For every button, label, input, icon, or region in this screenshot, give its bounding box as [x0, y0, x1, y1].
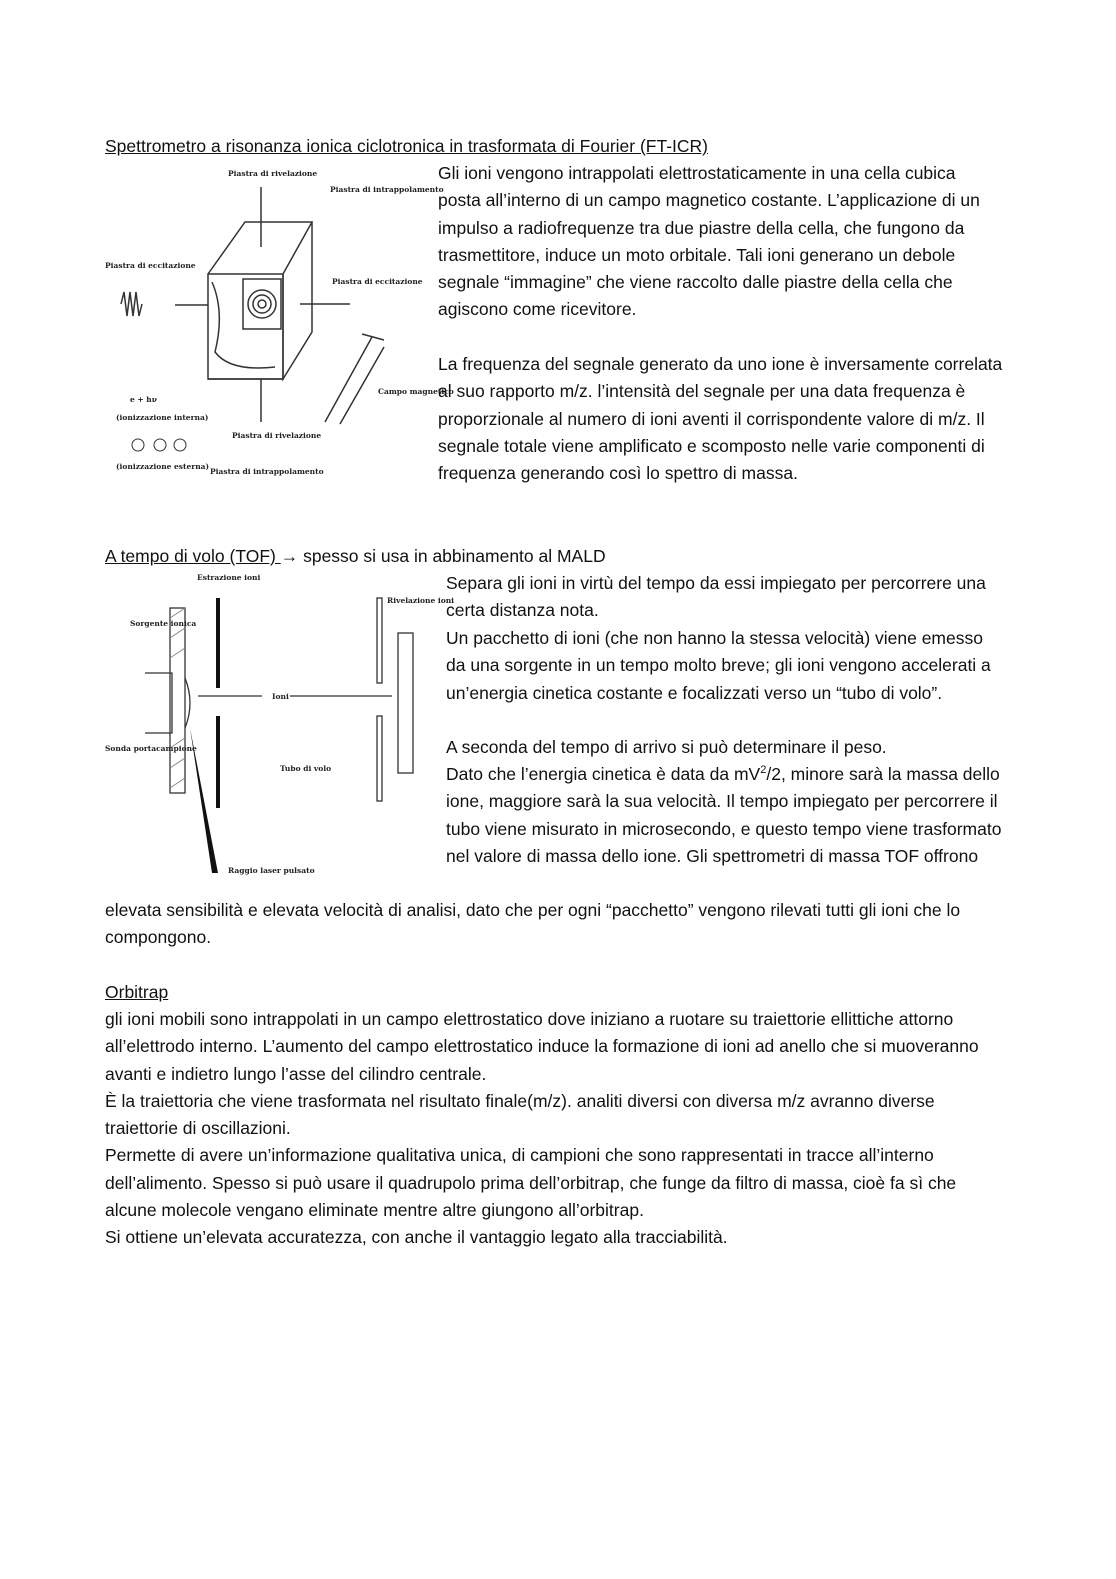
tof-p4-sup: 2	[760, 764, 767, 777]
label-rivelazione-bottom: Piastra di rivelazione	[232, 431, 322, 440]
tof-heading: A tempo di volo (TOF)	[105, 546, 281, 566]
orbitrap-paragraph-4: Si ottiene un’elevata accuratezza, con anche il vantaggio legato alla tracciabilità.	[105, 1227, 728, 1248]
label-laser: Raggio laser pulsato	[228, 866, 315, 875]
label-eccitazione-right: Piastra di eccitazione	[332, 277, 423, 286]
tof-p4a: Dato che l’energia cinetica è data da mV	[446, 764, 761, 784]
label-intrappolamento-bottom: Piastra di intrappolamento	[210, 467, 324, 476]
tof-paragraph-4	[446, 761, 1006, 870]
orbitrap-paragraph-1: gli ioni mobili sono intrappolati in un campo elettrostatico dove iniziano a ruotare su traiettorie ellittiche attorno all’elettrodo interno. L’aumento del campo elettrostatico induce la formazione di ioni ad anello che si muoveranno avanti e indietro lungo l’asse del cilindro centrale.	[105, 1009, 979, 1084]
ftcr-cell-diagram	[100, 162, 454, 502]
label-estrazione: Estrazione ioni	[197, 573, 261, 582]
label-campo: Campo magnetico	[378, 387, 454, 396]
ftcr-paragraph-1: Gli ioni vengono intrappolati elettrostaticamente in una cella cubica posta all’interno di un campo magnetico costante. L’applicazione di un impulso a radiofrequenze tra due piastre della cella, che fungono da trasmettitore, induce un moto orbitale. Tali ioni generano un debole segnale “immagine” che viene raccolto dalle piastre della cella che agiscono come ricevitore.	[438, 163, 980, 320]
tof-diagram	[100, 568, 455, 883]
tof-paragraph-2: Un pacchetto di ioni (che non hanno la stessa velocità) viene emesso da una sorgente in un tempo molto breve; gli ioni vengono accelerati a un’energia cinetica costante e focalizzati verso un “tubo di volo”.	[446, 628, 991, 703]
tof-paragraph-1: Separa gli ioni in virtù del tempo da essi impiegato per percorrere una certa distanza nota.	[446, 573, 986, 621]
orbitrap-paragraph-2: È la traiettoria che viene trasformata nel risultato finale(m/z). analiti diversi con diversa m/z avranno diverse traiettorie di oscillazioni.	[105, 1090, 935, 1139]
orbitrap-heading: Orbitrap	[105, 982, 169, 1002]
label-tubo: Tubo di volo	[280, 764, 332, 773]
ftcr-heading: Spettrometro a risonanza ionica ciclotronica in trasformata di Fourier (FT-ICR)	[105, 136, 708, 156]
label-sonda: Sonda portacampione	[105, 744, 197, 753]
ftcr-paragraph-2: La frequenza del segnale generato da uno ione è inversamente correlata al suo rapporto m/z. l’intensità del segnale per una data frequenza è proporzionale al numero di ioni aventi il corrispondente valore di m/z. Il segnale totale viene amplificato e scomposto nelle varie componenti di frequenza generando così lo spettro di massa.	[438, 354, 1003, 484]
label-ion-ext-desc: (ionizzazione esterna)	[116, 462, 210, 471]
tof-p4b: /2, minore sarà la massa dello ione, maggiore sarà la sua velocità. Il tempo impiegato per percorrere il tubo viene misurato in microsecondo, e questo tempo viene trasformato nel valore di massa dello ione. Gli spettrometri di massa TOF offrono	[446, 764, 1002, 866]
label-rivelazione: Rivelazione ioni	[387, 596, 455, 605]
label-rivelazione-top: Piastra di rivelazione	[228, 169, 318, 178]
tof-heading-line	[105, 543, 606, 570]
label-eccitazione-left: Piastra di eccitazione	[105, 261, 196, 270]
label-ioni: Ioni	[272, 692, 289, 701]
tof-heading-suffix: → spesso si usa in abbinamento al MALD	[280, 546, 606, 566]
label-ion-int: e + hν	[130, 395, 157, 404]
label-ion-int-desc: (ionizzazione interna)	[116, 413, 209, 422]
label-intrappolamento-top: Piastra di intrappolamento	[330, 185, 444, 194]
tof-paragraph-5: elevata sensibilità e elevata velocità di analisi, dato che per ogni “pacchetto” vengono rilevati tutti gli ioni che lo compongono.	[105, 900, 961, 948]
orbitrap-paragraph-3: Permette di avere un’informazione qualitativa unica, di campioni che sono rappresentati in tracce all’interno dell’alimento. Spesso si può usare il quadrupolo prima dell’orbitrap, che funge da filtro di massa, cioè fa sì che alcune molecole vengano eliminate mentre altre giungono all’orbitrap.	[105, 1145, 957, 1221]
label-sorgente: Sorgente ionica	[130, 619, 197, 628]
tof-paragraph-3: A seconda del tempo di arrivo si può determinare il peso.	[446, 737, 887, 757]
